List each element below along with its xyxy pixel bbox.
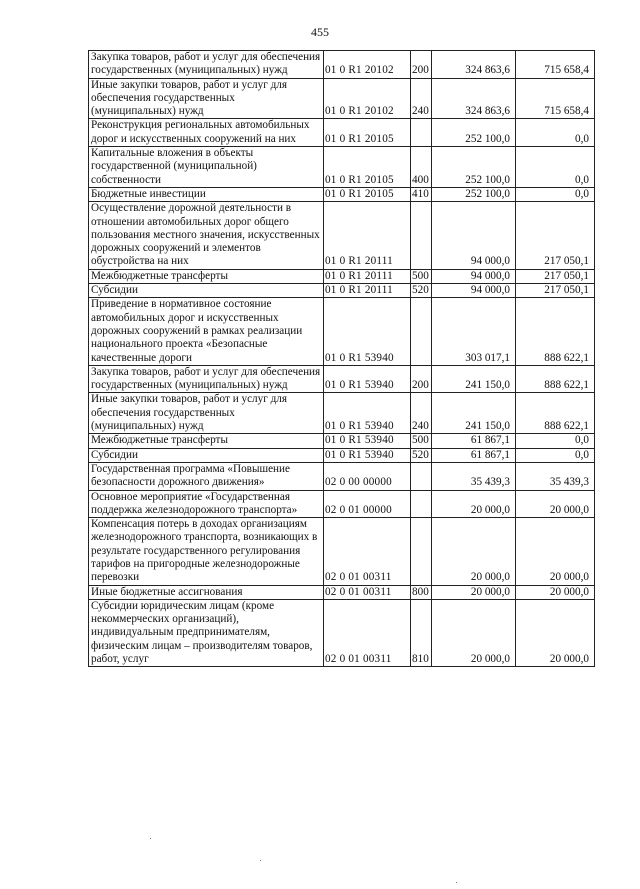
row-code-cell: 02 0 00 00000 bbox=[324, 462, 411, 490]
table-row bbox=[89, 298, 595, 365]
table-row bbox=[89, 147, 595, 188]
row-value-2019-cell: 61 867,1 bbox=[432, 448, 516, 462]
row-vr-cell: 240 bbox=[411, 393, 432, 434]
row-value-2020-cell: 20 000,0 bbox=[516, 518, 595, 585]
row-value-2019-cell: 324 863,6 bbox=[432, 51, 516, 79]
row-vr-cell: 200 bbox=[411, 51, 432, 79]
row-vr-cell bbox=[411, 119, 432, 147]
row-value-2020-cell: 35 439,3 bbox=[516, 462, 595, 490]
table-row bbox=[89, 599, 595, 666]
row-value-2019-cell: 94 000,0 bbox=[432, 202, 516, 269]
row-value-2019-cell: 324 863,6 bbox=[432, 78, 516, 119]
row-code-cell: 01 0 R1 20111 bbox=[324, 269, 411, 283]
row-name-cell: Осуществление дорожной деятельности в отношении автомобильных дорог общего пользования местного значения, искусственных дорожных сооружений и элементов обустройства на них bbox=[89, 202, 324, 269]
row-code-cell: 02 0 01 00311 bbox=[324, 518, 411, 585]
row-code-cell: 01 0 R1 53940 bbox=[324, 393, 411, 434]
table-row bbox=[89, 393, 595, 434]
scan-speck bbox=[150, 838, 151, 839]
table-row bbox=[89, 448, 595, 462]
row-name-cell: Иные закупки товаров, работ и услуг для обеспечения государственных (муниципальных) нужд bbox=[89, 393, 324, 434]
row-vr-cell: 800 bbox=[411, 585, 432, 599]
row-vr-cell: 520 bbox=[411, 284, 432, 298]
row-value-2019-cell: 252 100,0 bbox=[432, 147, 516, 188]
budget-table bbox=[88, 50, 595, 667]
row-vr-cell: 410 bbox=[411, 187, 432, 201]
row-name-cell: Основное мероприятие «Государственная поддержка железнодорожного транспорта» bbox=[89, 490, 324, 518]
row-name-cell: Закупка товаров, работ и услуг для обеспечения государственных (муниципальных) нужд bbox=[89, 365, 324, 393]
row-name-cell: Межбюджетные трансферты bbox=[89, 269, 324, 283]
row-name-cell: Бюджетные инвестиции bbox=[89, 187, 324, 201]
page-number: 455 bbox=[311, 25, 329, 39]
row-code-cell: 01 0 R1 53940 bbox=[324, 365, 411, 393]
row-code-cell: 01 0 R1 53940 bbox=[324, 448, 411, 462]
row-value-2020-cell: 217 050,1 bbox=[516, 202, 595, 269]
row-name-cell: Иные закупки товаров, работ и услуг для обеспечения государственных (муниципальных) нужд bbox=[89, 78, 324, 119]
row-code-cell: 01 0 R1 20102 bbox=[324, 78, 411, 119]
scan-speck bbox=[456, 882, 457, 883]
row-code-cell: 01 0 R1 20111 bbox=[324, 284, 411, 298]
row-value-2020-cell: 0,0 bbox=[516, 434, 595, 448]
row-value-2019-cell: 61 867,1 bbox=[432, 434, 516, 448]
row-code-cell: 01 0 R1 20111 bbox=[324, 202, 411, 269]
row-name-cell: Государственная программа «Повышение безопасности дорожного движения» bbox=[89, 462, 324, 490]
row-name-cell: Субсидии bbox=[89, 448, 324, 462]
table-row bbox=[89, 365, 595, 393]
row-value-2020-cell: 217 050,1 bbox=[516, 284, 595, 298]
row-code-cell: 01 0 R1 53940 bbox=[324, 434, 411, 448]
table-row bbox=[89, 490, 595, 518]
row-value-2020-cell: 0,0 bbox=[516, 448, 595, 462]
row-name-cell: Приведение в нормативное состояние автомобильных дорог и искусственных дорожных сооружений в рамках реализации национального проекта «Безопасные качественные дороги bbox=[89, 298, 324, 365]
row-vr-cell bbox=[411, 298, 432, 365]
row-value-2019-cell: 20 000,0 bbox=[432, 585, 516, 599]
row-name-cell: Закупка товаров, работ и услуг для обеспечения государственных (муниципальных) нужд bbox=[89, 51, 324, 79]
row-value-2020-cell: 888 622,1 bbox=[516, 365, 595, 393]
row-name-cell: Субсидии bbox=[89, 284, 324, 298]
row-value-2020-cell: 20 000,0 bbox=[516, 490, 595, 518]
row-code-cell: 01 0 R1 53940 bbox=[324, 298, 411, 365]
row-value-2020-cell: 888 622,1 bbox=[516, 298, 595, 365]
row-vr-cell bbox=[411, 202, 432, 269]
row-vr-cell bbox=[411, 518, 432, 585]
row-value-2019-cell: 94 000,0 bbox=[432, 284, 516, 298]
table-row bbox=[89, 462, 595, 490]
row-code-cell: 01 0 R1 20105 bbox=[324, 147, 411, 188]
row-name-cell: Компенсация потерь в доходах организациям железнодорожного транспорта, возникающих в результате государственного регулирования тарифов на пригородные железнодорожные перевозки bbox=[89, 518, 324, 585]
row-vr-cell: 200 bbox=[411, 365, 432, 393]
row-name-cell: Межбюджетные трансферты bbox=[89, 434, 324, 448]
row-code-cell: 01 0 R1 20102 bbox=[324, 51, 411, 79]
table-row bbox=[89, 284, 595, 298]
row-value-2020-cell: 715 658,4 bbox=[516, 78, 595, 119]
row-vr-cell: 500 bbox=[411, 269, 432, 283]
row-value-2020-cell: 217 050,1 bbox=[516, 269, 595, 283]
row-code-cell: 01 0 R1 20105 bbox=[324, 187, 411, 201]
row-value-2020-cell: 0,0 bbox=[516, 147, 595, 188]
row-vr-cell bbox=[411, 462, 432, 490]
row-code-cell: 02 0 01 00311 bbox=[324, 599, 411, 666]
row-vr-cell: 520 bbox=[411, 448, 432, 462]
row-value-2019-cell: 35 439,3 bbox=[432, 462, 516, 490]
row-vr-cell: 500 bbox=[411, 434, 432, 448]
row-code-cell: 01 0 R1 20105 bbox=[324, 119, 411, 147]
table-row bbox=[89, 119, 595, 147]
row-vr-cell: 240 bbox=[411, 78, 432, 119]
row-value-2020-cell: 888 622,1 bbox=[516, 393, 595, 434]
row-value-2020-cell: 715 658,4 bbox=[516, 51, 595, 79]
row-name-cell: Капитальные вложения в объекты государственной (муниципальной) собственности bbox=[89, 147, 324, 188]
row-name-cell: Реконструкция региональных автомобильных дорог и искусственных сооружений на них bbox=[89, 119, 324, 147]
row-code-cell: 02 0 01 00000 bbox=[324, 490, 411, 518]
row-value-2019-cell: 241 150,0 bbox=[432, 393, 516, 434]
row-value-2019-cell: 20 000,0 bbox=[432, 599, 516, 666]
row-value-2019-cell: 303 017,1 bbox=[432, 298, 516, 365]
row-value-2020-cell: 0,0 bbox=[516, 119, 595, 147]
table-row bbox=[89, 518, 595, 585]
table-row bbox=[89, 187, 595, 201]
row-name-cell: Иные бюджетные ассигнования bbox=[89, 585, 324, 599]
row-value-2020-cell: 20 000,0 bbox=[516, 585, 595, 599]
table-row bbox=[89, 269, 595, 283]
row-vr-cell: 400 bbox=[411, 147, 432, 188]
table-row bbox=[89, 434, 595, 448]
row-value-2019-cell: 252 100,0 bbox=[432, 119, 516, 147]
row-value-2020-cell: 0,0 bbox=[516, 187, 595, 201]
row-value-2019-cell: 241 150,0 bbox=[432, 365, 516, 393]
row-value-2020-cell: 20 000,0 bbox=[516, 599, 595, 666]
row-name-cell: Субсидии юридическим лицам (кроме некоммерческих организаций), индивидуальным предпринимателям, физическим лицам – производителям товаров, работ, услуг bbox=[89, 599, 324, 666]
row-vr-cell: 810 bbox=[411, 599, 432, 666]
table-row bbox=[89, 585, 595, 599]
table-row bbox=[89, 78, 595, 119]
row-value-2019-cell: 20 000,0 bbox=[432, 518, 516, 585]
row-value-2019-cell: 94 000,0 bbox=[432, 269, 516, 283]
table-row bbox=[89, 202, 595, 269]
row-value-2019-cell: 252 100,0 bbox=[432, 187, 516, 201]
row-value-2019-cell: 20 000,0 bbox=[432, 490, 516, 518]
row-code-cell: 02 0 01 00311 bbox=[324, 585, 411, 599]
table-row bbox=[89, 51, 595, 79]
scan-speck bbox=[260, 860, 261, 861]
row-vr-cell bbox=[411, 490, 432, 518]
